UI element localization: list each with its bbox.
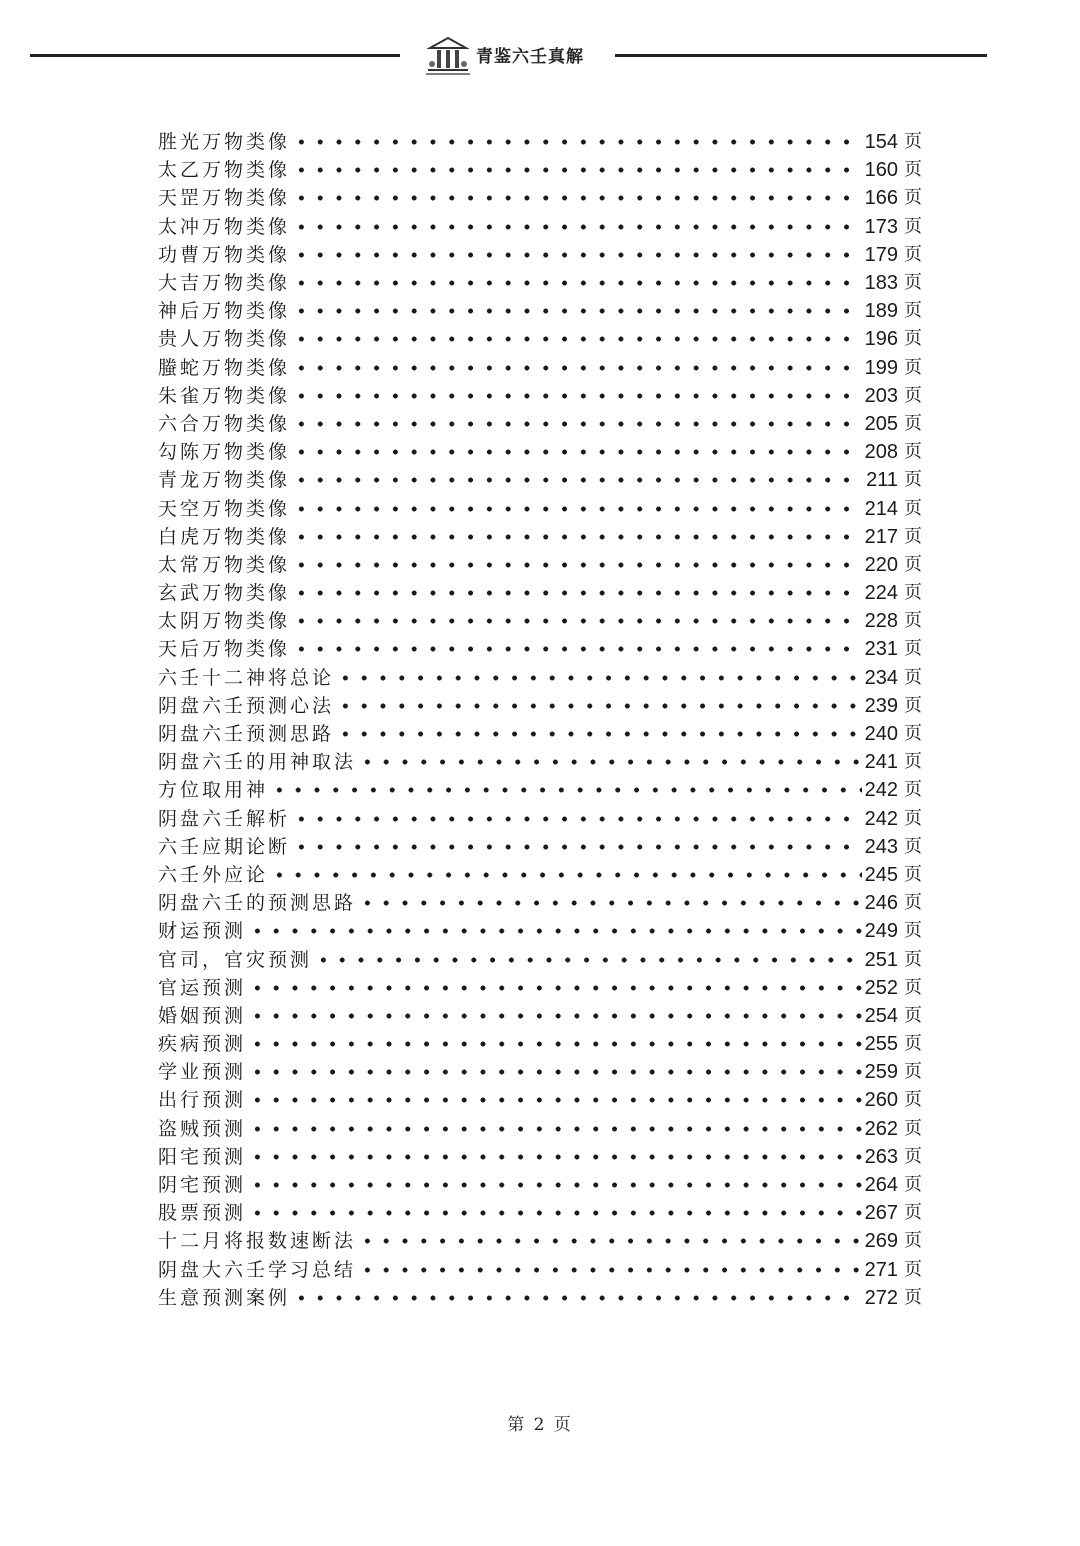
toc-entry-page-unit: 页 bbox=[904, 1174, 922, 1196]
toc-entry bbox=[158, 607, 922, 635]
toc-entry-page-number: 271 bbox=[864, 1258, 898, 1281]
toc-entry bbox=[158, 184, 922, 212]
toc-entry-page-number: 228 bbox=[864, 610, 898, 633]
toc-entry-title: 官司，官灾预测 bbox=[158, 948, 313, 971]
dot-leader bbox=[292, 297, 862, 325]
dot-leader bbox=[248, 1030, 862, 1058]
toc-entry-title: 阴盘六壬解析 bbox=[158, 807, 291, 830]
toc-entry-title: 学业预测 bbox=[158, 1061, 247, 1084]
toc-entry-page-number: 239 bbox=[864, 694, 898, 717]
toc-entry bbox=[158, 664, 922, 692]
dot-leader bbox=[336, 720, 862, 748]
toc-entry bbox=[158, 1199, 922, 1227]
toc-entry bbox=[158, 776, 922, 804]
toc-entry-page-number: 173 bbox=[864, 215, 898, 238]
toc-entry-page-unit: 页 bbox=[904, 159, 922, 181]
toc-entry-page-number: 196 bbox=[864, 328, 898, 351]
dot-leader bbox=[270, 776, 862, 804]
toc-entry-page-unit: 页 bbox=[904, 610, 922, 632]
toc-entry-title: 天后万物类像 bbox=[158, 638, 291, 661]
toc-entry-page-unit: 页 bbox=[904, 1202, 922, 1224]
toc-entry bbox=[158, 720, 922, 748]
dot-leader bbox=[292, 269, 862, 297]
toc-entry-page-number: 242 bbox=[864, 807, 898, 830]
toc-entry-page-unit: 页 bbox=[904, 779, 922, 801]
toc-entry bbox=[158, 945, 922, 973]
toc-entry-page-number: 199 bbox=[864, 356, 898, 379]
toc-entry-title: 神后万物类像 bbox=[158, 300, 291, 323]
toc-entry-page-unit: 页 bbox=[904, 892, 922, 914]
dot-leader bbox=[248, 1086, 862, 1114]
dot-leader bbox=[336, 664, 862, 692]
dot-leader bbox=[248, 1058, 862, 1086]
toc-entry-title: 太冲万物类像 bbox=[158, 215, 291, 238]
dot-leader bbox=[248, 1171, 862, 1199]
dot-leader bbox=[358, 748, 862, 776]
toc-entry-page-unit: 页 bbox=[904, 1117, 922, 1139]
toc-entry bbox=[158, 1030, 922, 1058]
toc-entry-page-unit: 页 bbox=[904, 441, 922, 463]
toc-entry-title: 六壬十二神将总论 bbox=[158, 666, 335, 689]
toc-entry-page-unit: 页 bbox=[904, 1004, 922, 1026]
dot-leader bbox=[314, 946, 862, 974]
toc-entry-title: 阴盘大六壬学习总结 bbox=[158, 1258, 357, 1281]
toc-entry-page-unit: 页 bbox=[904, 863, 922, 885]
page-header bbox=[0, 28, 1080, 84]
toc-entry-page-number: 254 bbox=[864, 1004, 898, 1027]
toc-entry-page-unit: 页 bbox=[904, 1258, 922, 1280]
toc-entry-title: 阴盘六壬的预测思路 bbox=[158, 892, 357, 915]
toc-entry-page-unit: 页 bbox=[904, 751, 922, 773]
toc-entry-title: 六合万物类像 bbox=[158, 412, 291, 435]
toc-entry bbox=[158, 297, 922, 325]
toc-entry-page-number: 245 bbox=[864, 863, 898, 886]
toc-entry-title: 六壬外应论 bbox=[158, 863, 269, 886]
toc-entry bbox=[158, 523, 922, 551]
toc-entry-page-unit: 页 bbox=[904, 384, 922, 406]
toc-entry-page-unit: 页 bbox=[904, 1230, 922, 1252]
dot-leader bbox=[248, 1115, 862, 1143]
toc-entry-page-unit: 页 bbox=[904, 497, 922, 519]
toc-entry-page-unit: 页 bbox=[904, 694, 922, 716]
dot-leader bbox=[292, 128, 862, 156]
toc-entry-title: 财运预测 bbox=[158, 920, 247, 943]
toc-entry-title: 盗贼预测 bbox=[158, 1117, 247, 1140]
toc-entry-page-number: 259 bbox=[864, 1061, 898, 1084]
toc-entry-title: 十二月将报数速断法 bbox=[158, 1230, 357, 1253]
toc-entry-page-unit: 页 bbox=[904, 243, 922, 265]
toc-entry-title: 阴宅预测 bbox=[158, 1174, 247, 1197]
dot-leader bbox=[292, 1284, 862, 1312]
toc-entry-page-unit: 页 bbox=[904, 215, 922, 237]
toc-entry bbox=[158, 1086, 922, 1114]
dot-leader bbox=[248, 1143, 862, 1171]
dot-leader bbox=[292, 523, 862, 551]
toc-entry-page-number: 241 bbox=[864, 751, 898, 774]
toc-entry-page-unit: 页 bbox=[904, 469, 922, 491]
toc-entry-title: 白虎万物类像 bbox=[158, 525, 291, 548]
toc-entry-title: 贵人万物类像 bbox=[158, 328, 291, 351]
toc-entry-page-unit: 页 bbox=[904, 300, 922, 322]
toc-entry-title: 太乙万物类像 bbox=[158, 159, 291, 182]
toc-entry-title: 功曹万物类像 bbox=[158, 243, 291, 266]
toc-entry bbox=[158, 805, 922, 833]
toc-entry bbox=[158, 748, 922, 776]
dot-leader bbox=[336, 692, 862, 720]
toc-entry-title: 大吉万物类像 bbox=[158, 272, 291, 295]
dot-leader bbox=[358, 1256, 862, 1284]
toc-entry bbox=[158, 1284, 922, 1312]
dot-leader bbox=[292, 466, 862, 494]
toc-entry bbox=[158, 974, 922, 1002]
toc-entry-page-unit: 页 bbox=[904, 920, 922, 942]
toc-entry bbox=[158, 579, 922, 607]
dot-leader bbox=[248, 917, 862, 945]
dot-leader bbox=[292, 156, 862, 184]
dot-leader bbox=[248, 1199, 862, 1227]
toc-entry bbox=[158, 1171, 922, 1199]
toc-entry bbox=[158, 213, 922, 241]
toc-entry-page-number: 255 bbox=[864, 1033, 898, 1056]
dot-leader bbox=[358, 1227, 862, 1255]
toc-entry-page-number: 205 bbox=[864, 412, 898, 435]
toc-entry-title: 婚姻预测 bbox=[158, 1004, 247, 1027]
toc-entry-page-number: 166 bbox=[864, 187, 898, 210]
toc-entry-title: 阳宅预测 bbox=[158, 1145, 247, 1168]
toc-entry-page-unit: 页 bbox=[904, 1145, 922, 1167]
dot-leader bbox=[292, 551, 862, 579]
toc-entry-title: 六壬应期论断 bbox=[158, 835, 291, 858]
toc-entry-page-number: 220 bbox=[864, 553, 898, 576]
toc-entry-title: 股票预测 bbox=[158, 1202, 247, 1225]
toc-entry-page-number: 208 bbox=[864, 441, 898, 464]
toc-entry bbox=[158, 1002, 922, 1030]
dot-leader bbox=[248, 1002, 862, 1030]
toc-entry bbox=[158, 269, 922, 297]
toc-entry bbox=[158, 1115, 922, 1143]
toc-entry-page-unit: 页 bbox=[904, 723, 922, 745]
toc-entry-page-unit: 页 bbox=[904, 412, 922, 434]
toc-entry-page-number: 189 bbox=[864, 300, 898, 323]
toc-entry-title: 阴盘六壬预测心法 bbox=[158, 694, 335, 717]
toc-entry-title: 玄武万物类像 bbox=[158, 582, 291, 605]
dot-leader bbox=[292, 213, 862, 241]
toc-entry-page-unit: 页 bbox=[904, 835, 922, 857]
toc-entry-page-number: 260 bbox=[864, 1089, 898, 1112]
toc-entry-title: 官运预测 bbox=[158, 976, 247, 999]
toc-entry bbox=[158, 494, 922, 522]
toc-entry-page-number: 242 bbox=[864, 779, 898, 802]
dot-leader bbox=[292, 241, 862, 269]
header-book-title: 青鉴六壬真解 bbox=[476, 47, 584, 67]
toc-entry-title: 生意预测案例 bbox=[158, 1286, 291, 1309]
toc-entry-title: 青龙万物类像 bbox=[158, 469, 291, 492]
toc-entry-page-number: 246 bbox=[864, 892, 898, 915]
toc-entry bbox=[158, 1256, 922, 1284]
toc-entry-page-unit: 页 bbox=[904, 976, 922, 998]
toc-entry-page-unit: 页 bbox=[904, 1061, 922, 1083]
toc-entry bbox=[158, 551, 922, 579]
toc-entry bbox=[158, 354, 922, 382]
toc-entry bbox=[158, 861, 922, 889]
toc-entry bbox=[158, 438, 922, 466]
toc-entry-page-number: 272 bbox=[864, 1286, 898, 1309]
toc-entry-page-number: 267 bbox=[864, 1202, 898, 1225]
toc-entry-page-unit: 页 bbox=[904, 1286, 922, 1308]
dot-leader bbox=[358, 889, 862, 917]
toc-entry-page-number: 263 bbox=[864, 1145, 898, 1168]
dot-leader bbox=[292, 635, 862, 663]
toc-entry-page-number: 231 bbox=[864, 638, 898, 661]
dot-leader bbox=[292, 495, 862, 523]
toc-entry bbox=[158, 128, 922, 156]
toc-entry-page-number: 224 bbox=[864, 582, 898, 605]
dot-leader bbox=[292, 184, 862, 212]
toc-entry-page-unit: 页 bbox=[904, 666, 922, 688]
dot-leader bbox=[292, 410, 862, 438]
page-number-footer: 第 2 页 bbox=[507, 1415, 573, 1435]
toc-entry bbox=[158, 889, 922, 917]
toc-entry-page-number: 249 bbox=[864, 920, 898, 943]
toc-entry-page-number: 234 bbox=[864, 666, 898, 689]
toc-entry bbox=[158, 1227, 922, 1255]
table-of-contents bbox=[158, 128, 922, 1312]
dot-leader bbox=[292, 833, 862, 861]
dot-leader bbox=[292, 354, 862, 382]
toc-entry bbox=[158, 156, 922, 184]
toc-entry-page-unit: 页 bbox=[904, 553, 922, 575]
toc-entry-title: 勾陈万物类像 bbox=[158, 441, 291, 464]
toc-entry-title: 阴盘六壬预测思路 bbox=[158, 723, 335, 746]
toc-entry-page-unit: 页 bbox=[904, 948, 922, 970]
toc-entry-page-number: 269 bbox=[864, 1230, 898, 1253]
toc-entry-page-unit: 页 bbox=[904, 638, 922, 660]
toc-entry-title: 朱雀万物类像 bbox=[158, 384, 291, 407]
dot-leader bbox=[270, 861, 862, 889]
toc-entry-page-number: 252 bbox=[864, 976, 898, 999]
header-rule-left bbox=[30, 54, 400, 57]
toc-entry bbox=[158, 833, 922, 861]
toc-entry bbox=[158, 241, 922, 269]
toc-entry-title: 天空万物类像 bbox=[158, 497, 291, 520]
toc-entry-page-number: 211 bbox=[866, 469, 898, 492]
toc-entry-page-number: 214 bbox=[864, 497, 898, 520]
toc-entry-page-number: 217 bbox=[864, 525, 898, 548]
toc-entry-page-number: 262 bbox=[864, 1117, 898, 1140]
dot-leader bbox=[292, 325, 862, 353]
dot-leader bbox=[292, 382, 862, 410]
toc-entry bbox=[158, 917, 922, 945]
toc-entry-title: 出行预测 bbox=[158, 1089, 247, 1112]
toc-entry-page-unit: 页 bbox=[904, 582, 922, 604]
toc-entry-page-unit: 页 bbox=[904, 1089, 922, 1111]
toc-entry-title: 阴盘六壬的用神取法 bbox=[158, 751, 357, 774]
dot-leader bbox=[292, 438, 862, 466]
dot-leader bbox=[248, 974, 862, 1002]
toc-entry-page-number: 154 bbox=[864, 131, 898, 154]
toc-entry-page-unit: 页 bbox=[904, 356, 922, 378]
toc-entry bbox=[158, 410, 922, 438]
toc-entry-page-number: 240 bbox=[864, 723, 898, 746]
toc-entry-title: 疾病预测 bbox=[158, 1033, 247, 1056]
toc-entry-page-unit: 页 bbox=[904, 131, 922, 153]
pavilion-logo-icon bbox=[424, 34, 472, 78]
toc-entry-page-number: 264 bbox=[864, 1174, 898, 1197]
toc-entry-page-unit: 页 bbox=[904, 187, 922, 209]
toc-entry-page-unit: 页 bbox=[904, 807, 922, 829]
toc-entry-page-number: 183 bbox=[864, 272, 898, 295]
toc-entry bbox=[158, 692, 922, 720]
dot-leader bbox=[292, 607, 862, 635]
toc-entry bbox=[158, 382, 922, 410]
toc-entry bbox=[158, 325, 922, 353]
toc-entry-page-number: 243 bbox=[864, 835, 898, 858]
dot-leader bbox=[292, 805, 862, 833]
header-rule-right bbox=[615, 54, 987, 57]
toc-entry-title: 螣蛇万物类像 bbox=[158, 356, 291, 379]
toc-entry-title: 太阴万物类像 bbox=[158, 610, 291, 633]
toc-entry-page-unit: 页 bbox=[904, 1033, 922, 1055]
dot-leader bbox=[292, 579, 862, 607]
toc-entry-title: 方位取用神 bbox=[158, 779, 269, 802]
toc-entry-page-number: 203 bbox=[864, 384, 898, 407]
toc-entry-title: 天罡万物类像 bbox=[158, 187, 291, 210]
toc-entry-title: 太常万物类像 bbox=[158, 553, 291, 576]
toc-entry bbox=[158, 1058, 922, 1086]
toc-entry-page-unit: 页 bbox=[904, 525, 922, 547]
toc-entry bbox=[158, 1143, 922, 1171]
toc-entry bbox=[158, 635, 922, 663]
toc-entry bbox=[158, 466, 922, 494]
toc-entry-page-number: 160 bbox=[864, 159, 898, 182]
toc-entry-page-unit: 页 bbox=[904, 328, 922, 350]
toc-entry-page-number: 251 bbox=[864, 948, 898, 971]
toc-entry-page-number: 179 bbox=[864, 243, 898, 266]
toc-entry-page-unit: 页 bbox=[904, 272, 922, 294]
toc-entry-title: 胜光万物类像 bbox=[158, 131, 291, 154]
